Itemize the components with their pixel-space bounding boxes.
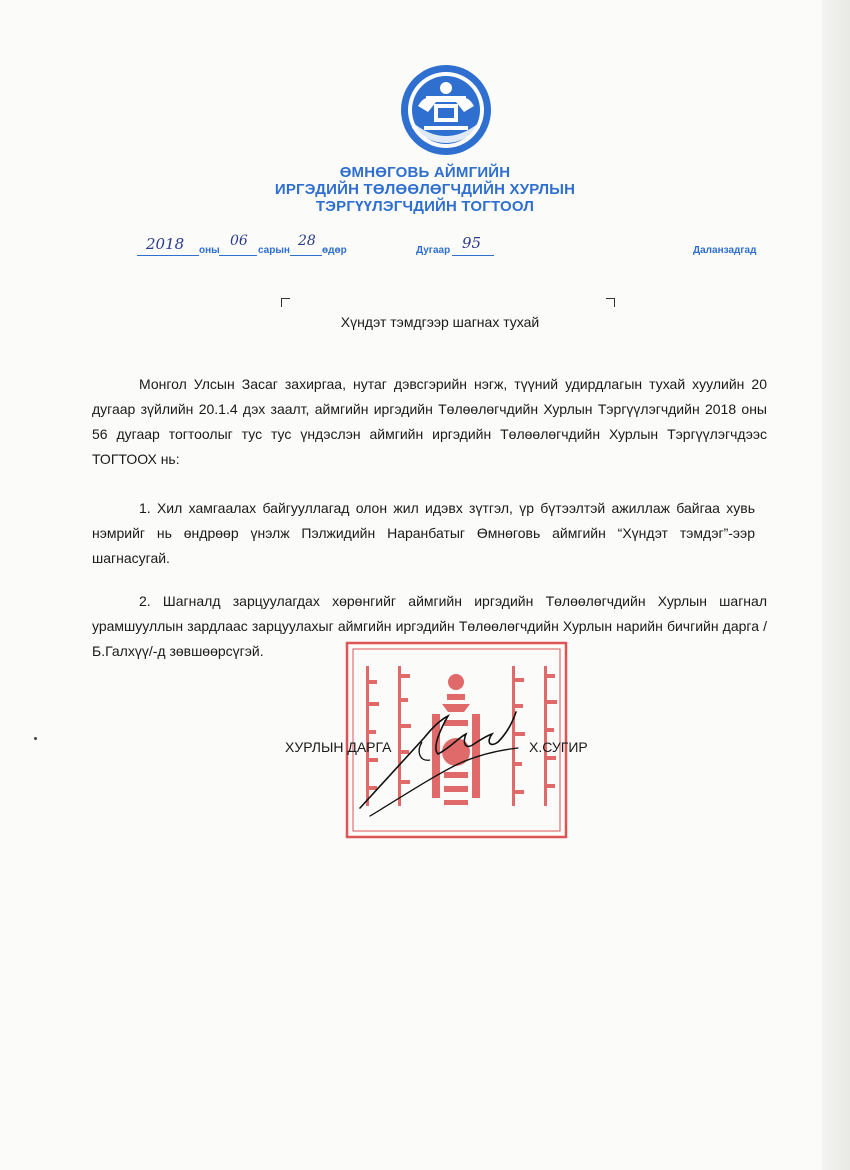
signatory-name: Х.СУГИР bbox=[529, 739, 588, 755]
day-suffix: өдөр bbox=[322, 245, 347, 256]
paragraph-item-1: 1. Хил хамгаалах байгууллагад олон жил идэвх зүтгэл, үр бүтээлтэй ажиллаж байгаа хувь нэмрийг нь өндрөөр үнэлж Пэлжидийн Наранбатыг Өмнөговь аймгийн “Хүндэт тэмдэг”-ээр шагнасугай. bbox=[92, 500, 755, 566]
year-handwritten: 2018 bbox=[146, 235, 185, 253]
header-line-3: ТЭРГҮҮЛЭГЧДИЙН ТОГТООЛ bbox=[315, 198, 535, 215]
month-underline bbox=[219, 255, 257, 256]
month-handwritten: 06 bbox=[230, 233, 248, 249]
scan-speck bbox=[34, 737, 37, 740]
signature-title: ХУРЛЫН ДАРГА bbox=[285, 739, 392, 755]
header-line-1: ӨМНӨГОВЬ АЙМГИЙН bbox=[339, 164, 511, 181]
number-underline bbox=[452, 255, 494, 256]
handwritten-signature bbox=[340, 690, 540, 820]
day-handwritten: 28 bbox=[298, 233, 316, 249]
paragraph-item-2: 2. Шагналд зарцуулагдах хөрөнгийг аймгийн иргэдийн Төлөөлөгчдийн Хурлын шагнал урамшууллын зардлаас зарцуулахыг аймгийн иргэдийн Төлөөлөгчдийн Хурлын нарийн бичгийн дарга /Б.Галхүү/-д зөвшөөрсүгэй. bbox=[92, 593, 767, 659]
month-suffix: сарын bbox=[258, 245, 290, 256]
year-underline bbox=[137, 255, 199, 256]
state-emblem-icon bbox=[398, 62, 494, 158]
place-name: Даланзадгад bbox=[693, 245, 757, 256]
day-underline bbox=[290, 255, 322, 256]
year-suffix: оны bbox=[199, 245, 220, 256]
header-line-2: ИРГЭДИЙН ТӨЛӨӨЛӨГЧДИЙН ХУРЛЫН bbox=[274, 181, 576, 198]
number-handwritten: 95 bbox=[462, 234, 482, 252]
subject-corner-left bbox=[281, 298, 290, 307]
paragraph-preamble: Монгол Улсын Засаг захиргаа, нутаг дэвсгэрийн нэгж, түүний удирдлагын тухай хуулийн 20 дугаар зүйлийн 20.1.4 дэх заалт, аймгийн иргэдийн Төлөөлөгчдийн Хурлын Тэргүүлэгчдийн 2018 оны 56 дугаар тогтоолыг тус тус үндэслэн аймгийн иргэдийн Төлөөлөгчдийн Хурлын Тэргүүлэгчдээс ТОГТООХ нь: bbox=[92, 376, 767, 467]
document-subject: Хүндэт тэмдгээр шагнах тухай bbox=[340, 314, 540, 330]
number-label: Дугаар bbox=[416, 245, 451, 256]
subject-corner-right bbox=[606, 298, 615, 307]
scan-edge bbox=[822, 0, 850, 1170]
